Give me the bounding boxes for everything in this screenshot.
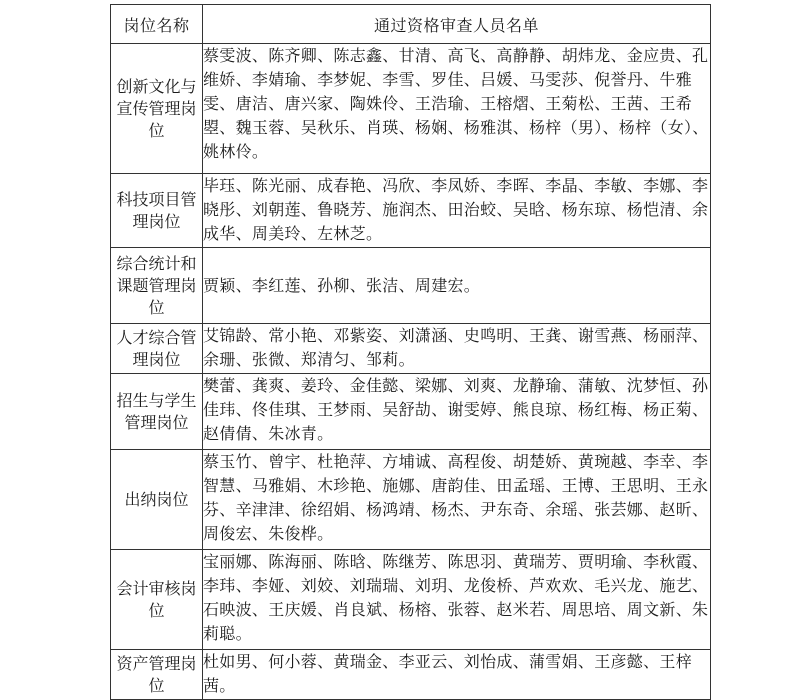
approved-names: 樊蕾、龚爽、姜玲、金佳懿、梁娜、刘爽、龙静瑜、蒲敏、沈梦恒、孙佳玮、佟佳琪、王梦雨、吴舒劼、谢雯婷、熊良琼、杨红梅、杨正菊、赵倩倩、朱冰青。: [203, 374, 711, 450]
position-name: 综合统计和课题管理岗位: [111, 248, 203, 324]
approved-names: 蔡玉竹、曾宇、杜艳萍、方埔诚、高程俊、胡楚娇、黄琬越、李幸、李智慧、马雅娟、木珍艳、施娜、唐韵佳、田孟瑶、王博、王思明、王永芬、辛津津、徐绍娟、杨鸿靖、杨杰、尹东奇、余瑶、张芸娜、赵昕、周俊宏、朱俊桦。: [203, 450, 711, 550]
position-name: 科技项目管理岗位: [111, 174, 203, 248]
position-name: 创新文化与宣传管理岗位: [111, 44, 203, 174]
table-row: [111, 450, 711, 550]
position-name: 会计审核岗位: [111, 550, 203, 650]
header-position-name: 岗位名称: [111, 5, 203, 44]
approved-names: 贾颖、李红莲、孙柳、张洁、周建宏。: [203, 248, 711, 324]
table-row: [111, 248, 711, 324]
table-row: [111, 374, 711, 450]
table-row: [111, 44, 711, 174]
header-approved-list: 通过资格审查人员名单: [203, 5, 711, 44]
approved-names: 杜如男、何小蓉、黄瑞金、李亚云、刘怡成、蒲雪娟、王彦懿、王梓茜。: [203, 650, 711, 700]
approved-names: 艾锦龄、常小艳、邓紫姿、刘潇涵、史鸣明、王龚、谢雪燕、杨丽萍、余珊、张微、郑清匀、邹莉。: [203, 324, 711, 374]
approved-names: 毕珏、陈光丽、成春艳、冯欣、李凤娇、李晖、李晶、李敏、李娜、李晓彤、刘朝莲、鲁晓芳、施润杰、田治蛟、吴晗、杨东琼、杨恺清、余成华、周美玲、左林芝。: [203, 174, 711, 248]
position-name: 人才综合管理岗位: [111, 324, 203, 374]
qualification-review-table: [110, 4, 711, 700]
table-header-row: [111, 5, 711, 44]
position-name: 资产管理岗位: [111, 650, 203, 700]
table-row: [111, 324, 711, 374]
position-name: 出纳岗位: [111, 450, 203, 550]
table-row: [111, 174, 711, 248]
position-name: 招生与学生管理岗位: [111, 374, 203, 450]
approved-names: 蔡雯波、陈齐卿、陈志鑫、甘清、高飞、高静静、胡炜龙、金应贵、孔维娇、李婧瑜、李梦妮、李雪、罗佳、吕媛、马雯莎、倪誉丹、牛雅雯、唐洁、唐兴家、陶姝伶、王浩瑜、王榕熠、王菊松、王茜、王希曌、魏玉蓉、吴秋乐、肖瑛、杨娴、杨雅淇、杨梓（男）、杨梓（女）、姚林伶。: [203, 44, 711, 174]
table-row: [111, 650, 711, 700]
approved-names: 宝丽娜、陈海丽、陈晗、陈继芳、陈思羽、黄瑞芳、贾明瑜、李秋霞、李玮、李娅、刘姣、刘瑞瑞、刘玥、龙俊桥、芦欢欢、毛兴龙、施艺、石映波、王庆媛、肖良斌、杨榕、张蓉、赵米若、周思培、周文新、朱莉聪。: [203, 550, 711, 650]
table-row: [111, 550, 711, 650]
